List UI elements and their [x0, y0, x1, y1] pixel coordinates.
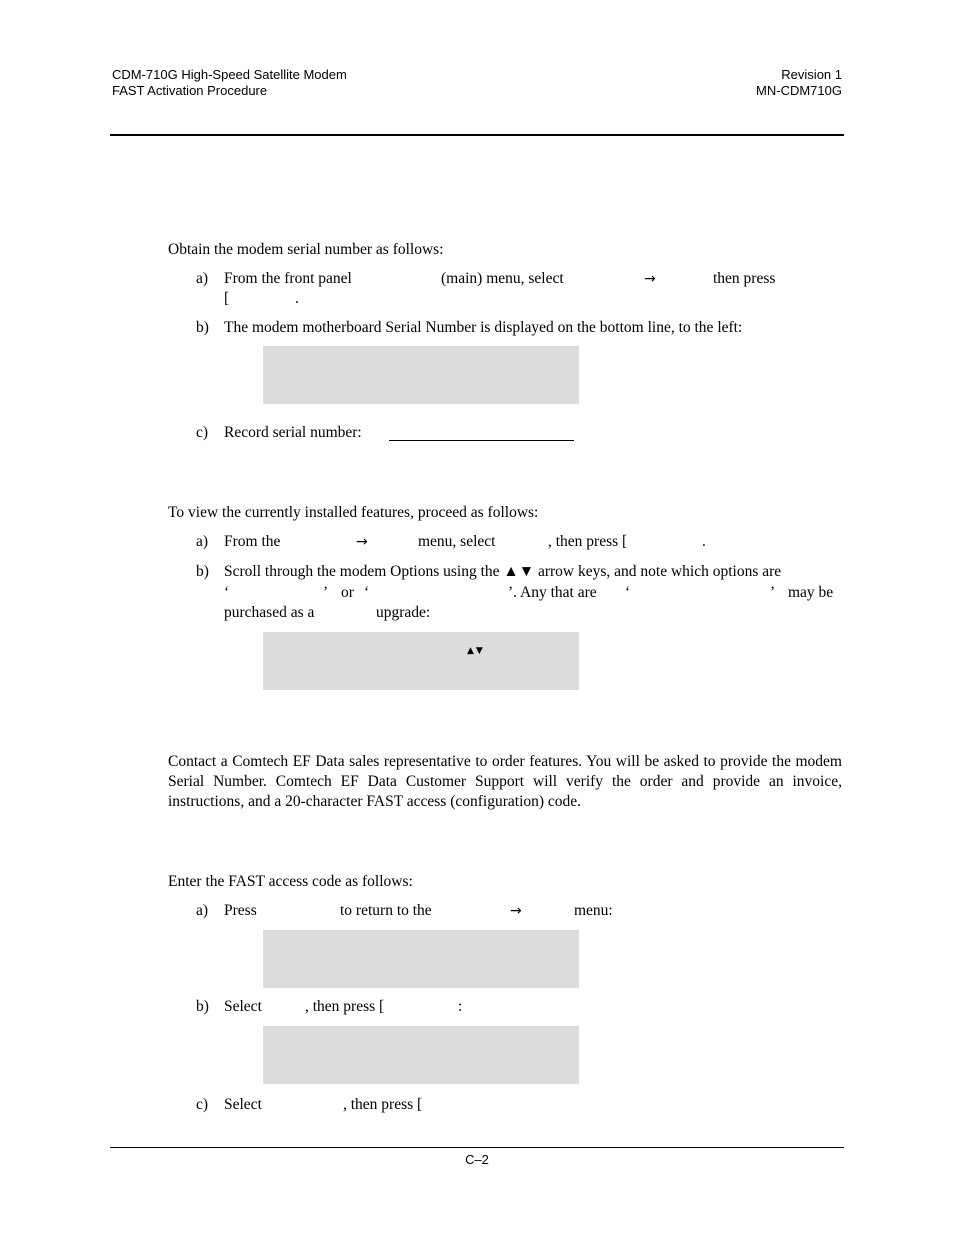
step-text: [ — [224, 290, 230, 307]
lcd-display-serial — [263, 346, 579, 404]
step-text: upgrade: — [376, 604, 431, 621]
step-text: menu: — [574, 902, 613, 919]
section2-intro: To view the currently installed features, proceed as follows: — [168, 504, 539, 521]
step-text: . — [295, 290, 299, 307]
revision-label: Revision 1 — [781, 67, 842, 82]
step-text: Press — [224, 902, 257, 919]
step-text: Select — [224, 1096, 262, 1113]
step-text: Record serial number: — [224, 424, 362, 441]
step-label: a) — [196, 902, 209, 919]
step-text: (main) menu, select — [441, 270, 564, 287]
step-text: The modem motherboard Serial Number is displayed on the bottom line, to the left: — [224, 319, 743, 336]
step-label: c) — [196, 424, 209, 441]
step-text: ’. Any that are — [508, 584, 597, 601]
ordering-paragraph: Contact a Comtech EF Data sales representative to order features. You will be asked to provide the modem Serial Number. Comtech EF Data Customer Support will verify the order and provide an invoice, instructions, and a 20-character FAST access (configuration) code. — [168, 753, 842, 810]
document-header-left — [112, 67, 347, 99]
document-number: MN-CDM710G — [756, 83, 842, 98]
step-text: : — [458, 998, 463, 1015]
document-header-right — [756, 67, 842, 99]
step-label: a) — [196, 270, 209, 287]
section1-intro: Obtain the modem serial number as follows: — [168, 241, 444, 258]
step-text: menu, select — [418, 533, 496, 550]
lcd-display-fast-menu — [263, 1026, 579, 1084]
lcd-display-options — [263, 632, 579, 690]
step-text: From the front panel — [224, 270, 352, 287]
step-label: b) — [196, 998, 209, 1015]
step-text: or — [341, 584, 354, 601]
serial-number-blank — [389, 440, 574, 441]
step-text: From the — [224, 533, 281, 550]
step-label: b) — [196, 563, 209, 580]
step-text: , then press [ — [343, 1096, 423, 1113]
document-subtitle: FAST Activation Procedure — [112, 83, 268, 98]
step-text: to return to the — [340, 902, 432, 919]
step-text: then press — [713, 270, 776, 287]
quote-mark: ‘ — [625, 584, 631, 601]
document-title: CDM-710G High-Speed Satellite Modem — [112, 67, 347, 82]
up-down-arrow-icon: ▲▼ — [467, 646, 485, 656]
quote-mark: ’ — [770, 584, 776, 601]
step-text: may be — [788, 584, 834, 601]
step-text: , then press [ — [305, 998, 385, 1015]
right-arrow-icon: → — [510, 903, 522, 919]
page-number: C–2 — [465, 1152, 489, 1167]
step-text: purchased as a — [224, 604, 315, 621]
footer-rule — [110, 1147, 844, 1148]
step-label: c) — [196, 1096, 209, 1113]
quote-mark: ‘ — [224, 584, 230, 601]
quote-mark: ’ — [323, 584, 329, 601]
right-arrow-icon: → — [644, 271, 656, 287]
step-text: Select — [224, 998, 262, 1015]
step-label: b) — [196, 319, 209, 336]
right-arrow-icon: → — [356, 534, 368, 550]
step-text: Scroll through the modem Options using the ▲▼ arrow keys, and note which options are — [224, 563, 782, 580]
section4-intro: Enter the FAST access code as follows: — [168, 873, 413, 890]
step-text: , then press [ — [548, 533, 628, 550]
step-label: a) — [196, 533, 209, 550]
header-rule — [110, 134, 844, 136]
step-text: . — [702, 533, 706, 550]
lcd-display-main-menu — [263, 930, 579, 988]
quote-mark: ‘ — [364, 584, 370, 601]
